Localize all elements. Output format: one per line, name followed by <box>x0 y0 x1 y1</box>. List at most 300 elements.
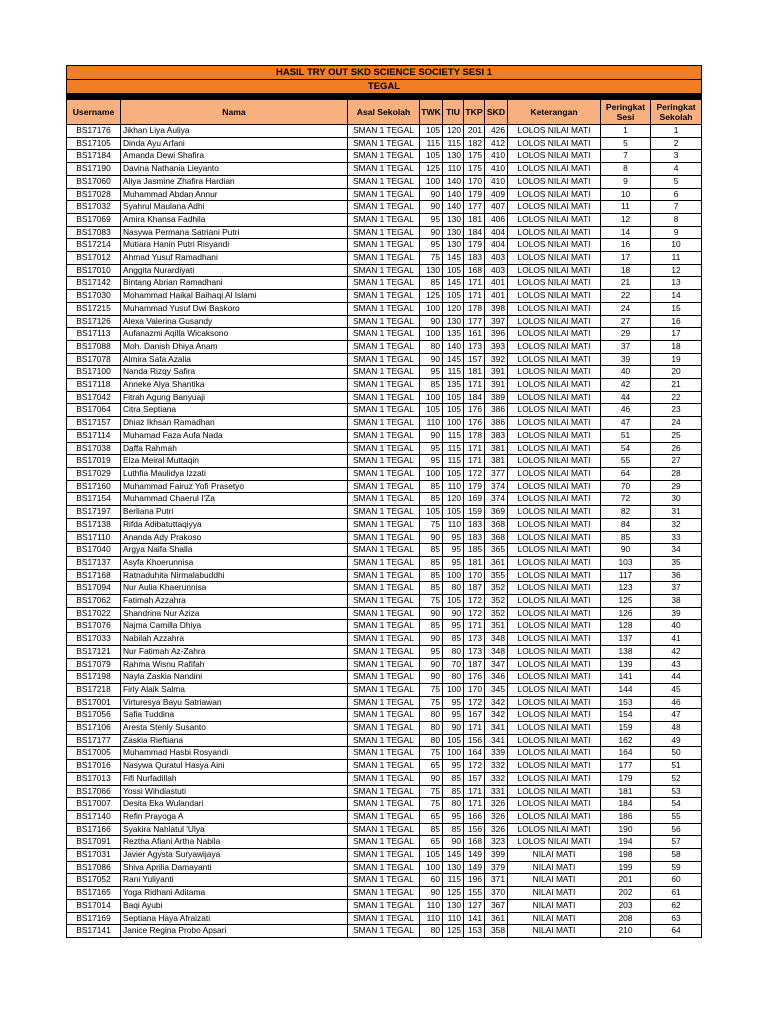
cell-keterangan: LOLOS NILAI MATI <box>508 340 601 353</box>
cell-tkp: 176 <box>464 417 485 430</box>
table-row <box>67 582 702 595</box>
cell-nama: Safia Tuddina <box>121 709 348 722</box>
cell-tkp: 169 <box>464 493 485 506</box>
table-row <box>67 899 702 912</box>
table-row <box>67 531 702 544</box>
cell-tkp: 173 <box>464 633 485 646</box>
cell-peringkat-sekolah: 61 <box>651 887 702 900</box>
cell-tiu: 80 <box>443 645 464 658</box>
cell-tiu: 95 <box>443 709 464 722</box>
cell-peringkat-sekolah: 49 <box>651 734 702 747</box>
cell-asal-sekolah: SMAN 1 TEGAL <box>348 302 420 315</box>
cell-asal-sekolah: SMAN 1 TEGAL <box>348 849 420 862</box>
cell-nama: Muhammad Fairuz Yofi Prasetyo <box>121 480 348 493</box>
cell-username: BS17069 <box>67 213 121 226</box>
cell-peringkat-sesi: 46 <box>601 404 651 417</box>
cell-skd: 358 <box>485 925 508 938</box>
cell-skd: 351 <box>485 620 508 633</box>
cell-username: BS17088 <box>67 340 121 353</box>
cell-username: BS17012 <box>67 252 121 265</box>
cell-tiu: 130 <box>443 899 464 912</box>
cell-peringkat-sesi: 51 <box>601 429 651 442</box>
cell-peringkat-sekolah: 29 <box>651 480 702 493</box>
cell-peringkat-sesi: 186 <box>601 810 651 823</box>
cell-peringkat-sekolah: 24 <box>651 417 702 430</box>
cell-asal-sekolah: SMAN 1 TEGAL <box>348 506 420 519</box>
cell-nama: Almira Safa Azalia <box>121 353 348 366</box>
cell-username: BS17141 <box>67 925 121 938</box>
cell-nama: Firly Alaik Salma <box>121 683 348 696</box>
cell-skd: 347 <box>485 658 508 671</box>
cell-keterangan: LOLOS NILAI MATI <box>508 188 601 201</box>
cell-peringkat-sekolah: 45 <box>651 683 702 696</box>
table-row <box>67 175 702 188</box>
cell-tiu: 85 <box>443 772 464 785</box>
cell-keterangan: LOLOS NILAI MATI <box>508 760 601 773</box>
cell-twk: 105 <box>420 506 443 519</box>
cell-peringkat-sesi: 44 <box>601 391 651 404</box>
cell-nama: Davina Nathania Lieyanto <box>121 163 348 176</box>
cell-username: BS17140 <box>67 810 121 823</box>
cell-tiu: 145 <box>443 353 464 366</box>
cell-asal-sekolah: SMAN 1 TEGAL <box>348 290 420 303</box>
cell-nama: Fifi Nurfadillah <box>121 772 348 785</box>
cell-twk: 90 <box>420 671 443 684</box>
cell-tiu: 130 <box>443 150 464 163</box>
cell-username: BS17056 <box>67 709 121 722</box>
cell-peringkat-sekolah: 37 <box>651 582 702 595</box>
cell-nama: Shiva Aprilia Damayanti <box>121 861 348 874</box>
cell-tiu: 135 <box>443 379 464 392</box>
cell-nama: Anggita Nurardiyati <box>121 264 348 277</box>
cell-tkp: 172 <box>464 607 485 620</box>
cell-tiu: 105 <box>443 595 464 608</box>
cell-username: BS17007 <box>67 798 121 811</box>
cell-asal-sekolah: SMAN 1 TEGAL <box>348 810 420 823</box>
cell-peringkat-sesi: 159 <box>601 722 651 735</box>
cell-peringkat-sesi: 12 <box>601 213 651 226</box>
cell-peringkat-sesi: 22 <box>601 290 651 303</box>
cell-nama: Muhamad Faza Aufa Nada <box>121 429 348 442</box>
cell-tiu: 95 <box>443 531 464 544</box>
cell-peringkat-sekolah: 51 <box>651 760 702 773</box>
table-row <box>67 379 702 392</box>
cell-tiu: 105 <box>443 290 464 303</box>
cell-twk: 90 <box>420 429 443 442</box>
cell-asal-sekolah: SMAN 1 TEGAL <box>348 874 420 887</box>
table-row <box>67 353 702 366</box>
cell-tiu: 85 <box>443 785 464 798</box>
cell-username: BS17031 <box>67 849 121 862</box>
cell-username: BS17028 <box>67 188 121 201</box>
cell-peringkat-sekolah: 2 <box>651 137 702 150</box>
table-row <box>67 467 702 480</box>
cell-nama: Janice Regina Probo Apsari <box>121 925 348 938</box>
table-row <box>67 137 702 150</box>
cell-skd: 352 <box>485 582 508 595</box>
cell-tiu: 80 <box>443 798 464 811</box>
sheet-title: HASIL TRY OUT SKD SCIENCE SOCIETY SESI 1 <box>67 66 702 80</box>
cell-peringkat-sekolah: 25 <box>651 429 702 442</box>
cell-peringkat-sesi: 39 <box>601 353 651 366</box>
cell-skd: 371 <box>485 874 508 887</box>
cell-peringkat-sekolah: 39 <box>651 607 702 620</box>
cell-peringkat-sekolah: 33 <box>651 531 702 544</box>
cell-skd: 426 <box>485 125 508 138</box>
cell-keterangan: LOLOS NILAI MATI <box>508 683 601 696</box>
cell-asal-sekolah: SMAN 1 TEGAL <box>348 709 420 722</box>
cell-keterangan: LOLOS NILAI MATI <box>508 823 601 836</box>
cell-peringkat-sekolah: 44 <box>651 671 702 684</box>
cell-username: BS17016 <box>67 760 121 773</box>
cell-peringkat-sekolah: 52 <box>651 772 702 785</box>
cell-keterangan: LOLOS NILAI MATI <box>508 315 601 328</box>
cell-peringkat-sesi: 194 <box>601 836 651 849</box>
cell-keterangan: LOLOS NILAI MATI <box>508 531 601 544</box>
cell-username: BS17105 <box>67 137 121 150</box>
cell-nama: Rani Yuliyanti <box>121 874 348 887</box>
cell-peringkat-sekolah: 27 <box>651 455 702 468</box>
cell-nama: Syakira Nahlatul 'Ulya <box>121 823 348 836</box>
cell-twk: 65 <box>420 760 443 773</box>
cell-asal-sekolah: SMAN 1 TEGAL <box>348 607 420 620</box>
cell-asal-sekolah: SMAN 1 TEGAL <box>348 417 420 430</box>
cell-peringkat-sesi: 1 <box>601 125 651 138</box>
cell-tkp: 170 <box>464 175 485 188</box>
cell-peringkat-sesi: 14 <box>601 226 651 239</box>
cell-nama: Anneke Alya Shantika <box>121 379 348 392</box>
header-username: Username <box>67 100 121 125</box>
cell-peringkat-sesi: 179 <box>601 772 651 785</box>
cell-nama: Mutiara Hanin Putri Risyandi <box>121 239 348 252</box>
cell-tiu: 130 <box>443 239 464 252</box>
cell-skd: 368 <box>485 531 508 544</box>
cell-tiu: 85 <box>443 633 464 646</box>
cell-nama: Refin Prayoga A <box>121 810 348 823</box>
table-row <box>67 252 702 265</box>
cell-twk: 115 <box>420 137 443 150</box>
cell-peringkat-sesi: 55 <box>601 455 651 468</box>
cell-peringkat-sekolah: 34 <box>651 544 702 557</box>
header-peringkat-sesi: Peringkat Sesi <box>601 100 651 125</box>
cell-skd: 370 <box>485 887 508 900</box>
cell-peringkat-sesi: 137 <box>601 633 651 646</box>
cell-tiu: 115 <box>443 455 464 468</box>
cell-twk: 105 <box>420 125 443 138</box>
cell-nama: Rahma Wisnu Rafifah <box>121 658 348 671</box>
cell-asal-sekolah: SMAN 1 TEGAL <box>348 340 420 353</box>
cell-keterangan: LOLOS NILAI MATI <box>508 734 601 747</box>
cell-asal-sekolah: SMAN 1 TEGAL <box>348 455 420 468</box>
cell-tkp: 171 <box>464 455 485 468</box>
cell-twk: 105 <box>420 150 443 163</box>
cell-asal-sekolah: SMAN 1 TEGAL <box>348 429 420 442</box>
cell-skd: 399 <box>485 849 508 862</box>
cell-tkp: 127 <box>464 899 485 912</box>
table-row <box>67 696 702 709</box>
cell-peringkat-sekolah: 59 <box>651 861 702 874</box>
cell-asal-sekolah: SMAN 1 TEGAL <box>348 760 420 773</box>
results-sheet <box>66 65 701 938</box>
cell-tiu: 120 <box>443 493 464 506</box>
table-row <box>67 709 702 722</box>
cell-tiu: 95 <box>443 696 464 709</box>
cell-tiu: 145 <box>443 277 464 290</box>
cell-keterangan: LOLOS NILAI MATI <box>508 467 601 480</box>
table-row <box>67 239 702 252</box>
region-row <box>67 80 702 94</box>
cell-twk: 95 <box>420 239 443 252</box>
cell-asal-sekolah: SMAN 1 TEGAL <box>348 645 420 658</box>
cell-nama: Syahrul Maulana Adhi <box>121 201 348 214</box>
cell-twk: 80 <box>420 925 443 938</box>
table-row <box>67 734 702 747</box>
cell-nama: Nanda Rizqy Safira <box>121 366 348 379</box>
cell-username: BS17138 <box>67 518 121 531</box>
cell-skd: 326 <box>485 798 508 811</box>
table-row <box>67 328 702 341</box>
cell-asal-sekolah: SMAN 1 TEGAL <box>348 887 420 900</box>
cell-skd: 410 <box>485 175 508 188</box>
header-tkp: TKP <box>464 100 485 125</box>
cell-nama: Jikhan Liya Auliya <box>121 125 348 138</box>
cell-nama: Fitrah Agung Banyuaji <box>121 391 348 404</box>
cell-peringkat-sekolah: 15 <box>651 302 702 315</box>
table-row <box>67 277 702 290</box>
cell-tkp: 176 <box>464 404 485 417</box>
cell-peringkat-sekolah: 36 <box>651 569 702 582</box>
cell-nama: Muhammad Yusuf Dwi Baskoro <box>121 302 348 315</box>
cell-skd: 386 <box>485 417 508 430</box>
cell-asal-sekolah: SMAN 1 TEGAL <box>348 137 420 150</box>
cell-twk: 100 <box>420 861 443 874</box>
cell-keterangan: LOLOS NILAI MATI <box>508 353 601 366</box>
cell-tkp: 178 <box>464 302 485 315</box>
table-row <box>67 836 702 849</box>
cell-peringkat-sekolah: 64 <box>651 925 702 938</box>
cell-tiu: 90 <box>443 722 464 735</box>
cell-twk: 100 <box>420 302 443 315</box>
cell-keterangan: LOLOS NILAI MATI <box>508 239 601 252</box>
table-row <box>67 595 702 608</box>
cell-skd: 404 <box>485 239 508 252</box>
cell-tiu: 110 <box>443 163 464 176</box>
cell-peringkat-sesi: 9 <box>601 175 651 188</box>
cell-skd: 392 <box>485 353 508 366</box>
cell-skd: 389 <box>485 391 508 404</box>
cell-peringkat-sekolah: 19 <box>651 353 702 366</box>
cell-nama: Amira Khansa Fadhila <box>121 213 348 226</box>
cell-twk: 80 <box>420 709 443 722</box>
cell-username: BS17052 <box>67 874 121 887</box>
cell-keterangan: LOLOS NILAI MATI <box>508 582 601 595</box>
cell-peringkat-sekolah: 56 <box>651 823 702 836</box>
cell-twk: 130 <box>420 264 443 277</box>
cell-tkp: 156 <box>464 823 485 836</box>
cell-skd: 391 <box>485 366 508 379</box>
cell-skd: 361 <box>485 556 508 569</box>
cell-skd: 410 <box>485 163 508 176</box>
cell-asal-sekolah: SMAN 1 TEGAL <box>348 823 420 836</box>
cell-skd: 361 <box>485 912 508 925</box>
cell-username: BS17214 <box>67 239 121 252</box>
cell-peringkat-sekolah: 58 <box>651 849 702 862</box>
cell-skd: 398 <box>485 302 508 315</box>
cell-tkp: 178 <box>464 429 485 442</box>
table-row <box>67 671 702 684</box>
cell-nama: Zaskia Rieftiana <box>121 734 348 747</box>
table-row <box>67 569 702 582</box>
cell-tiu: 140 <box>443 175 464 188</box>
cell-keterangan: LOLOS NILAI MATI <box>508 747 601 760</box>
cell-peringkat-sesi: 128 <box>601 620 651 633</box>
header-skd: SKD <box>485 100 508 125</box>
cell-skd: 379 <box>485 861 508 874</box>
cell-peringkat-sekolah: 1 <box>651 125 702 138</box>
cell-keterangan: LOLOS NILAI MATI <box>508 671 601 684</box>
cell-peringkat-sekolah: 38 <box>651 595 702 608</box>
cell-tkp: 177 <box>464 201 485 214</box>
cell-twk: 75 <box>420 683 443 696</box>
cell-tiu: 140 <box>443 188 464 201</box>
cell-keterangan: LOLOS NILAI MATI <box>508 391 601 404</box>
cell-nama: Aliya Jasmine Zhafira Hardian <box>121 175 348 188</box>
cell-nama: Moh. Danish Dhiya Anam <box>121 340 348 353</box>
cell-username: BS17177 <box>67 734 121 747</box>
cell-twk: 105 <box>420 849 443 862</box>
cell-tkp: 166 <box>464 810 485 823</box>
cell-username: BS17066 <box>67 785 121 798</box>
cell-peringkat-sekolah: 11 <box>651 252 702 265</box>
cell-asal-sekolah: SMAN 1 TEGAL <box>348 175 420 188</box>
table-row <box>67 340 702 353</box>
cell-tkp: 172 <box>464 760 485 773</box>
cell-skd: 374 <box>485 493 508 506</box>
cell-keterangan: LOLOS NILAI MATI <box>508 328 601 341</box>
cell-tkp: 170 <box>464 683 485 696</box>
cell-skd: 348 <box>485 645 508 658</box>
cell-nama: Dinda Ayu Arfani <box>121 137 348 150</box>
cell-peringkat-sesi: 103 <box>601 556 651 569</box>
cell-nama: Bintang Abrian Ramadhani <box>121 277 348 290</box>
cell-twk: 60 <box>420 874 443 887</box>
cell-username: BS17118 <box>67 379 121 392</box>
cell-peringkat-sesi: 40 <box>601 366 651 379</box>
table-row <box>67 417 702 430</box>
cell-username: BS17113 <box>67 328 121 341</box>
cell-skd: 403 <box>485 264 508 277</box>
cell-keterangan: NILAI MATI <box>508 874 601 887</box>
cell-asal-sekolah: SMAN 1 TEGAL <box>348 264 420 277</box>
cell-skd: 383 <box>485 429 508 442</box>
cell-twk: 80 <box>420 722 443 735</box>
cell-username: BS17032 <box>67 201 121 214</box>
cell-twk: 80 <box>420 340 443 353</box>
cell-tiu: 100 <box>443 683 464 696</box>
cell-tkp: 168 <box>464 836 485 849</box>
cell-nama: Argya Naifa Shalla <box>121 544 348 557</box>
cell-tiu: 105 <box>443 404 464 417</box>
cell-keterangan: NILAI MATI <box>508 849 601 862</box>
cell-keterangan: LOLOS NILAI MATI <box>508 429 601 442</box>
cell-keterangan: LOLOS NILAI MATI <box>508 201 601 214</box>
cell-username: BS17013 <box>67 772 121 785</box>
cell-keterangan: LOLOS NILAI MATI <box>508 493 601 506</box>
header-tiu: TIU <box>443 100 464 125</box>
cell-username: BS17076 <box>67 620 121 633</box>
cell-peringkat-sekolah: 14 <box>651 290 702 303</box>
cell-twk: 105 <box>420 404 443 417</box>
cell-username: BS17029 <box>67 467 121 480</box>
cell-tiu: 95 <box>443 810 464 823</box>
cell-tiu: 95 <box>443 760 464 773</box>
table-row <box>67 163 702 176</box>
cell-skd: 407 <box>485 201 508 214</box>
cell-tkp: 201 <box>464 125 485 138</box>
cell-peringkat-sekolah: 26 <box>651 442 702 455</box>
table-row <box>67 302 702 315</box>
cell-tkp: 171 <box>464 290 485 303</box>
cell-peringkat-sesi: 17 <box>601 252 651 265</box>
cell-peringkat-sekolah: 60 <box>651 874 702 887</box>
cell-keterangan: LOLOS NILAI MATI <box>508 302 601 315</box>
cell-skd: 326 <box>485 823 508 836</box>
cell-nama: Ahmad Yusuf Ramadhani <box>121 252 348 265</box>
cell-keterangan: LOLOS NILAI MATI <box>508 709 601 722</box>
cell-skd: 339 <box>485 747 508 760</box>
cell-peringkat-sekolah: 10 <box>651 239 702 252</box>
cell-tkp: 179 <box>464 239 485 252</box>
table-row <box>67 760 702 773</box>
table-row <box>67 683 702 696</box>
cell-tiu: 120 <box>443 125 464 138</box>
cell-asal-sekolah: SMAN 1 TEGAL <box>348 239 420 252</box>
cell-tkp: 181 <box>464 213 485 226</box>
cell-keterangan: LOLOS NILAI MATI <box>508 645 601 658</box>
cell-username: BS17157 <box>67 417 121 430</box>
cell-tiu: 80 <box>443 582 464 595</box>
cell-peringkat-sesi: 198 <box>601 849 651 862</box>
cell-skd: 342 <box>485 696 508 709</box>
cell-twk: 75 <box>420 798 443 811</box>
cell-twk: 125 <box>420 163 443 176</box>
cell-tkp: 171 <box>464 620 485 633</box>
cell-nama: Ananda Ady Prakoso <box>121 531 348 544</box>
header-row <box>67 100 702 125</box>
cell-keterangan: NILAI MATI <box>508 899 601 912</box>
cell-twk: 95 <box>420 455 443 468</box>
cell-asal-sekolah: SMAN 1 TEGAL <box>348 213 420 226</box>
cell-twk: 85 <box>420 556 443 569</box>
cell-nama: Shandrina Nur Aziza <box>121 607 348 620</box>
cell-tkp: 182 <box>464 137 485 150</box>
cell-asal-sekolah: SMAN 1 TEGAL <box>348 658 420 671</box>
cell-username: BS17169 <box>67 912 121 925</box>
cell-asal-sekolah: SMAN 1 TEGAL <box>348 163 420 176</box>
cell-peringkat-sekolah: 13 <box>651 277 702 290</box>
cell-keterangan: LOLOS NILAI MATI <box>508 836 601 849</box>
cell-nama: Muhammad Abdan Annur <box>121 188 348 201</box>
cell-asal-sekolah: SMAN 1 TEGAL <box>348 556 420 569</box>
cell-username: BS17033 <box>67 633 121 646</box>
table-row <box>67 722 702 735</box>
cell-skd: 396 <box>485 328 508 341</box>
cell-twk: 125 <box>420 290 443 303</box>
cell-nama: Nayla Zaskia Nandini <box>121 671 348 684</box>
cell-keterangan: LOLOS NILAI MATI <box>508 290 601 303</box>
cell-username: BS17137 <box>67 556 121 569</box>
cell-twk: 75 <box>420 747 443 760</box>
